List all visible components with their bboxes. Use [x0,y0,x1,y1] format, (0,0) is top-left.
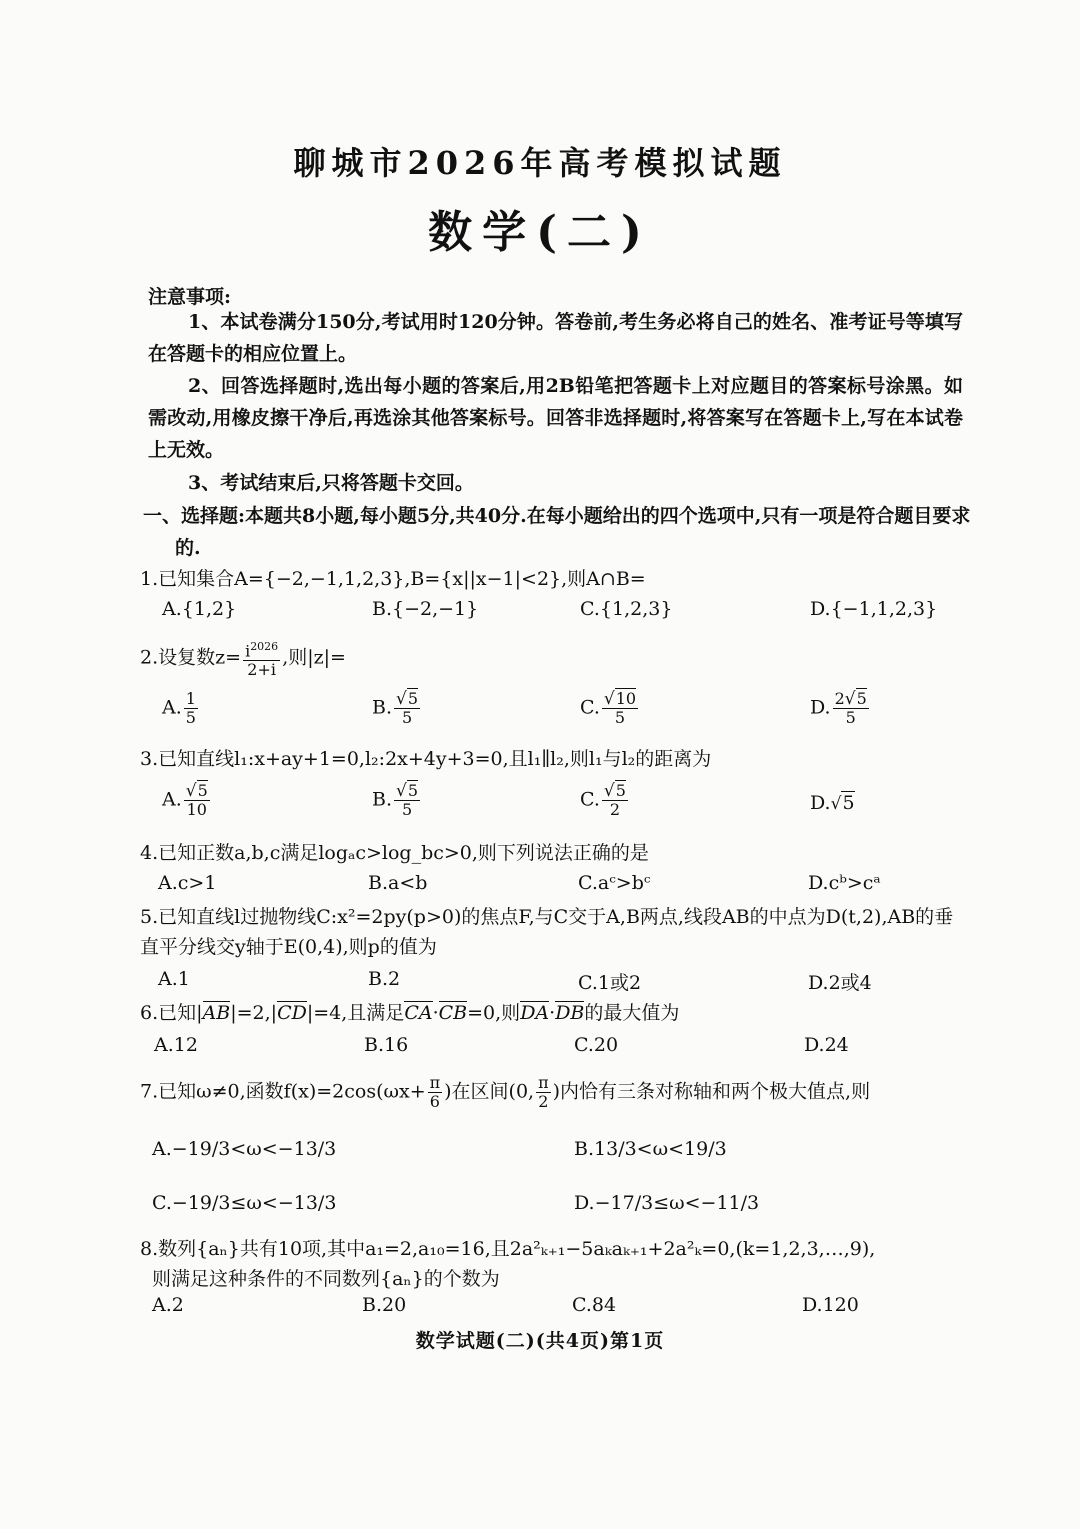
vector-db: DB [555,1002,585,1024]
option-b: B. $\frac{√5}{5}$ [372,781,419,819]
option-c: C.1或2 [578,972,642,994]
option-d: D.120 [802,1294,859,1316]
frac-num: i [245,641,251,661]
option-c: C.20 [574,1034,619,1056]
vector-ca: CA [404,1002,433,1024]
option-c: C. $\frac{√10}{5}$ [580,689,637,727]
stem-suffix: ,则|z|= [282,646,346,669]
frac-den: 2+i [247,660,276,680]
section-heading: 一、选择题:本题共8小题,每小题5分,共40分.在每小题给出的四个选项中,只有一项是符合题目要求的. [143,505,971,559]
option-d: D. $\frac{2√5}{5}$ [810,689,867,727]
option-b: B.a<b [368,872,428,894]
option-a: A.{1,2} [162,598,237,620]
exam-title: 聊城市2026年高考模拟试题 [293,144,787,182]
option-c: C. $\frac{√5}{2}$ [580,781,626,819]
vector-cd: CD [277,1002,307,1024]
option-c: C.{1,2,3} [580,598,673,620]
question-5-stem: 5.已知直线l过抛物线C:x²=2py(p>0)的焦点F,与C交于A,B两点,线段AB的中点为D(t,2),AB的垂直平分线交y轴于E(0,4),则p的值为 [140,906,954,958]
vector-da: DA [520,1002,550,1024]
option-b: B.{−2,−1} [372,598,479,620]
exponent: 2026 [250,640,279,653]
option-d: D.√5 [810,792,855,814]
notice-item-1: 1、本试卷满分150分,考试用时120分钟。答卷前,考生务必将自己的姓名、准考证号等填写在答题卡的相应位置上。 [148,311,963,365]
option-a: A. $\frac{√5}{10}$ [162,781,208,819]
option-b: B. $\frac{√5}{5}$ [372,689,419,727]
option-a: A.−19/3<ω<−13/3 [152,1138,337,1160]
question-7-stem: 7.已知ω≠0,函数f(x)=2cos(ωx+ $\frac{\pi}{6}$ )在区间(0, $\frac{\pi}{2}$ )内恰有三条对称轴和两个极大值点,则 [140,1073,871,1111]
option-a: A.c>1 [158,872,217,894]
option-a: A.2 [152,1294,184,1316]
option-b: B.20 [362,1294,407,1316]
subject-title: 数学(二) [428,207,652,258]
question-8-stem-line1: 8.数列{aₙ}共有10项,其中a₁=2,a₁₀=16,且2a²ₖ₊₁−5aₖaₖ₊₁+2a²ₖ=0,(k=1,2,3,…,9), [140,1238,876,1260]
notice-heading: 注意事项: [148,286,232,308]
option-a: A.1 [158,968,190,990]
option-d: D.−17/3≤ω<−11/3 [574,1192,760,1214]
fraction-pi-2: $\frac{\pi}{2}$ [538,1073,549,1111]
option-d: D.{−1,1,2,3} [810,598,938,620]
notice-item-2: 2、回答选择题时,选出每小题的答案后,用2B铅笔把答题卡上对应题目的答案标号涂黑。如需改动,用橡皮擦干净后,再选涂其他答案标号。回答非选择题时,将答案写在答题卡上,写在本试卷上无效。 [148,375,963,461]
fraction [243,638,280,679]
option-c: C.84 [572,1294,617,1316]
notice-item-3: 3、考试结束后,只将答题卡交回。 [188,472,474,494]
option-a: A.12 [154,1034,198,1056]
stem-prefix: 2.设复数z= [140,646,242,669]
question-2-stem [140,638,970,679]
question-3-stem: 3.已知直线l₁:x+ay+1=0,l₂:2x+4y+3=0,且l₁∥l₂,则l₁与l₂的距离为 [140,748,712,770]
option-b: B.2 [368,968,401,990]
option-d: D.cᵇ>cᵃ [808,872,881,894]
option-b: B.16 [364,1034,409,1056]
page-footer: 数学试题(二)(共4页)第1页 [415,1330,665,1352]
question-8-stem-line2: 则满足这种条件的不同数列{aₙ}的个数为 [152,1268,500,1290]
question-1-stem: 1.已知集合A={−2,−1,1,2,3},B={x||x−1|<2},则A∩B= [140,568,646,590]
fraction-pi-6: $\frac{\pi}{6}$ [429,1073,441,1111]
option-d: D.24 [804,1034,849,1056]
vector-ab: AB [202,1002,231,1024]
question-4-stem: 4.已知正数a,b,c满足logₐc>log_bc>0,则下列说法正确的是 [140,842,649,864]
option-c: C.aᶜ>bᶜ [578,872,651,894]
option-d: D.2或4 [808,972,872,994]
option-a: A. $\frac{1}{5}$ [162,689,196,727]
option-c: C.−19/3≤ω<−13/3 [152,1192,337,1214]
option-b: B.13/3<ω<19/3 [574,1138,727,1160]
vector-cb: CB [438,1002,468,1024]
question-6-stem: 6.已知|AB|=2,|CD|=4,且满足CA·CB=0,则DA·DB的最大值为 [140,1002,680,1024]
